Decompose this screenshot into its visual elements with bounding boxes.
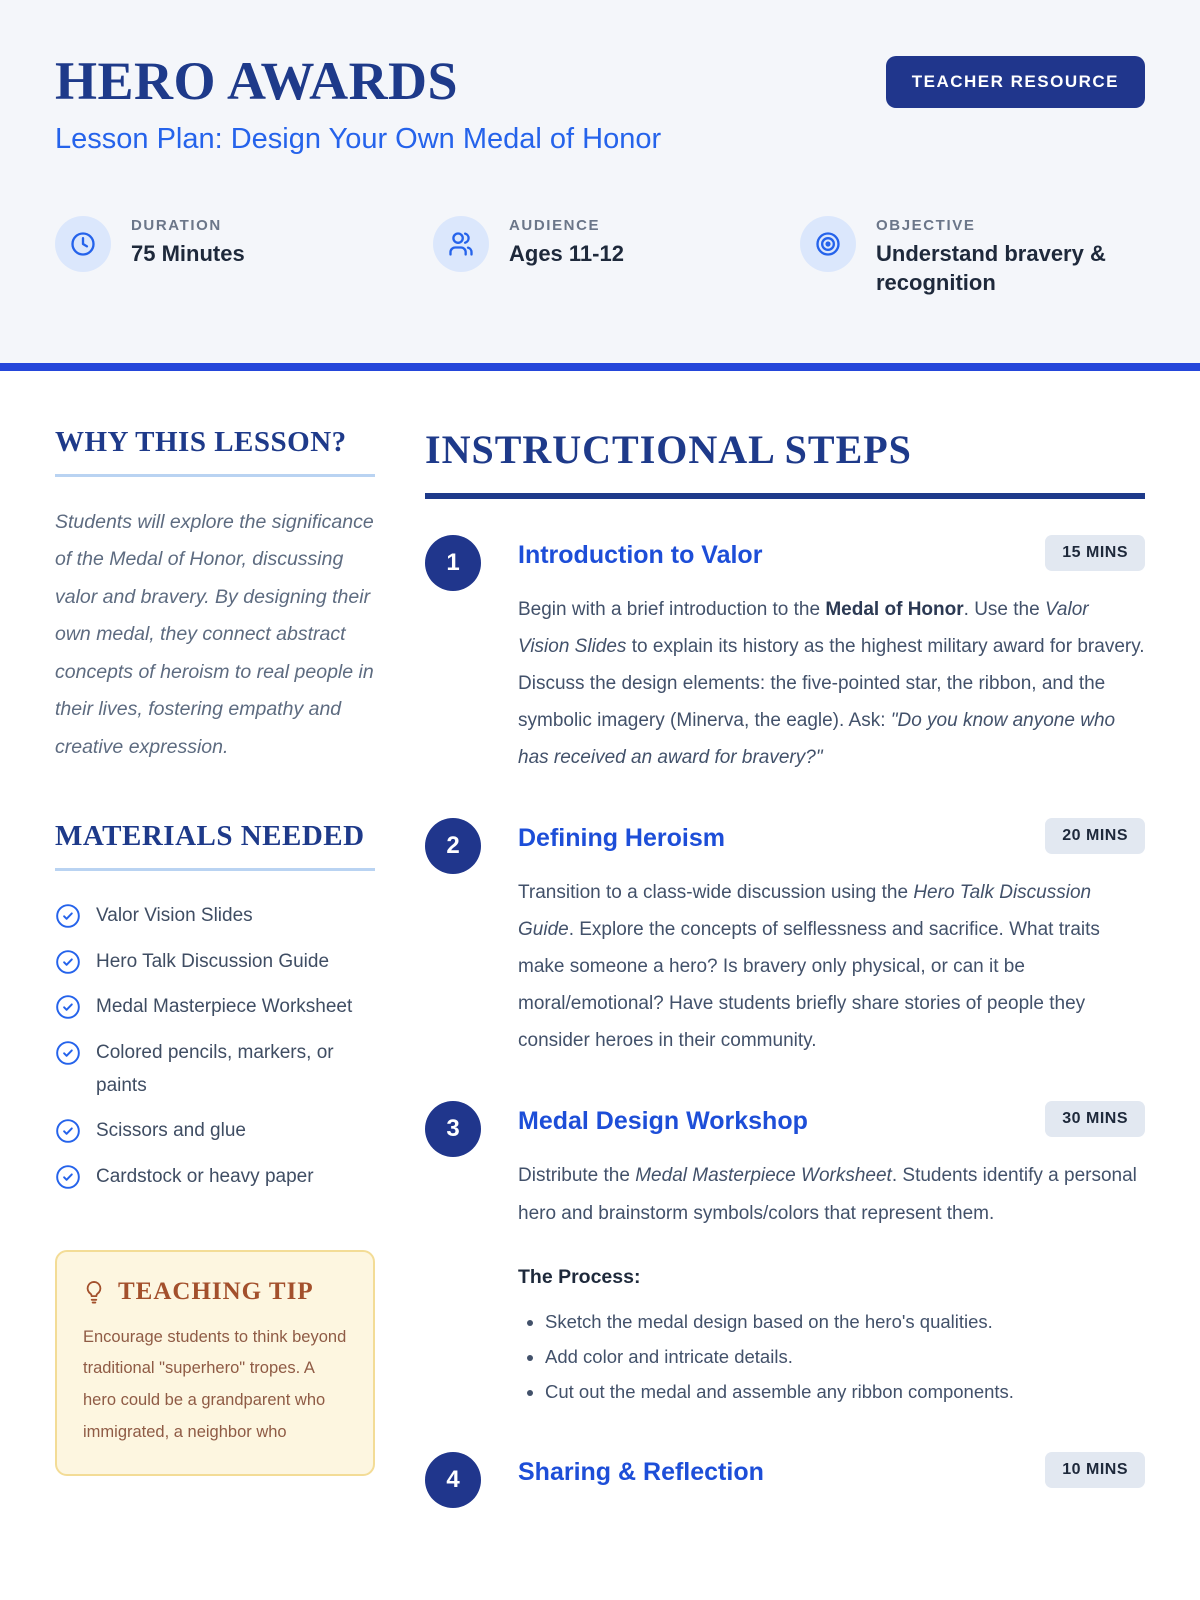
material-label: Valor Vision Slides <box>96 905 253 927</box>
steps-list <box>425 535 1145 1508</box>
material-item <box>55 1037 375 1102</box>
text-segment: Hero Talk Discussion Guide <box>518 882 1092 941</box>
clock-icon <box>55 216 111 272</box>
text-segment: "Do you know anyone who has received an award for bravery?" <box>518 710 1116 769</box>
step-process-block <box>518 1266 1145 1409</box>
check-circle-icon <box>55 1164 81 1190</box>
text-segment: Transition to a class-wide discussion using the <box>518 882 914 904</box>
target-icon <box>800 216 856 272</box>
step-number-badge: 3 <box>425 1101 481 1157</box>
material-label: Colored pencils, markers, or paints <box>96 1042 334 1096</box>
teaching-tip-box <box>55 1250 375 1477</box>
process-heading: The Process: <box>518 1265 641 1288</box>
step-number-badge: 1 <box>425 535 481 591</box>
step-title: Defining Heroism <box>518 824 725 853</box>
step-item <box>425 1452 1145 1508</box>
material-item <box>55 1115 375 1148</box>
step-item <box>425 818 1145 1059</box>
step-content <box>518 535 1145 776</box>
step-item <box>425 535 1145 776</box>
why-body: Students will explore the significance of the Medal of Honor, discussing valor and bravery. By designing their own medal, they connect abstract concepts of heroism to real people in their lives, fostering empathy and creative expression. <box>55 511 374 758</box>
text-segment: Distribute the <box>518 1165 636 1187</box>
page-subtitle: Lesson Plan: Design Your Own Medal of Honor <box>55 123 662 156</box>
process-item: • Cut out the medal and assemble any ribbon components. <box>545 1375 1145 1408</box>
step-description <box>518 591 1145 776</box>
meta-audience <box>433 216 800 297</box>
instructional-steps-section <box>425 426 1145 1550</box>
meta-label: OBJECTIVE <box>876 217 976 235</box>
step-item <box>425 1101 1145 1410</box>
text-segment: Medal Masterpiece Worksheet <box>635 1165 892 1187</box>
step-duration-badge: 10 MINS <box>1045 1452 1145 1488</box>
step-title: Medal Design Workshop <box>518 1107 808 1136</box>
text-segment: . Students identify a personal hero and brainstorm symbols/colors that represent them. <box>518 1165 1137 1224</box>
tip-title: TEACHING TIP <box>118 1277 314 1305</box>
check-circle-icon <box>55 949 81 975</box>
material-item <box>55 991 375 1024</box>
step-content <box>518 1452 1145 1508</box>
materials-list <box>55 900 375 1194</box>
steps-heading: INSTRUCTIONAL STEPS <box>425 426 1145 499</box>
text-segment: Begin with a brief introduction to the <box>518 599 826 620</box>
process-item: • Sketch the medal design based on the hero's qualities. <box>545 1305 1145 1338</box>
material-label: Scissors and glue <box>96 1120 246 1142</box>
material-item <box>55 900 375 933</box>
meta-duration <box>55 216 433 297</box>
step-duration-badge: 15 MINS <box>1045 535 1145 571</box>
meta-row <box>55 216 1145 297</box>
step-content <box>518 1101 1145 1410</box>
material-label: Medal Masterpiece Worksheet <box>96 996 353 1018</box>
material-item <box>55 1161 375 1194</box>
tip-body: Encourage students to think beyond traditional "superhero" tropes. A hero could be a grandparent who immigrated, a neighbor who <box>83 1327 347 1441</box>
material-label: Cardstock or heavy paper <box>96 1166 314 1188</box>
check-circle-icon <box>55 994 81 1020</box>
material-label: Hero Talk Discussion Guide <box>96 950 330 972</box>
process-item: • Add color and intricate details. <box>545 1340 1145 1373</box>
text-segment: to explain its history as the highest military award for bravery. Discuss the design elements: the five-pointed star, the ribbon, and the symbolic imagery (Minerva, the eagle). Ask: <box>518 636 1145 732</box>
sidebar <box>55 426 375 1550</box>
materials-section <box>55 820 375 1194</box>
step-duration-badge: 20 MINS <box>1045 818 1145 854</box>
teacher-resource-badge: TEACHER RESOURCE <box>886 56 1145 108</box>
step-number-badge: 4 <box>425 1452 481 1508</box>
text-segment: Medal of Honor <box>825 599 964 620</box>
text-segment: . Use the <box>963 599 1045 620</box>
step-title: Sharing & Reflection <box>518 1458 764 1487</box>
meta-objective <box>800 216 1131 297</box>
lightbulb-icon <box>83 1280 105 1304</box>
users-icon <box>433 216 489 272</box>
step-description <box>518 1157 1145 1231</box>
step-title: Introduction to Valor <box>518 541 763 569</box>
text-segment: Valor Vision Slides <box>518 599 1089 658</box>
step-duration-badge: 30 MINS <box>1045 1101 1145 1137</box>
step-number-badge: 2 <box>425 818 481 874</box>
meta-value: 75 Minutes <box>131 241 245 267</box>
check-circle-icon <box>55 903 81 929</box>
meta-label: AUDIENCE <box>509 217 601 235</box>
main-content <box>0 371 1200 1550</box>
step-description <box>518 874 1145 1059</box>
meta-label: DURATION <box>131 217 222 235</box>
tip-header <box>83 1278 347 1306</box>
meta-value: Ages 11-12 <box>509 241 624 267</box>
header <box>0 0 1200 371</box>
meta-value: Understand bravery & recognition <box>876 241 1106 296</box>
check-circle-icon <box>55 1118 81 1144</box>
title-block <box>55 52 661 156</box>
text-segment: . Explore the concepts of selflessness and sacrifice. What traits make someone a hero? Is bravery only physical, or can it be moral/emotional? Have students briefly share stories of people they consider heroes in their community. <box>518 919 1100 1052</box>
process-list <box>518 1305 1145 1409</box>
materials-heading: MATERIALS NEEDED <box>55 820 375 871</box>
why-heading: WHY THIS LESSON? <box>55 426 375 477</box>
check-circle-icon <box>55 1040 81 1066</box>
page-title: HERO AWARDS <box>55 51 459 111</box>
why-section <box>55 426 375 766</box>
step-content <box>518 818 1145 1059</box>
material-item <box>55 946 375 979</box>
